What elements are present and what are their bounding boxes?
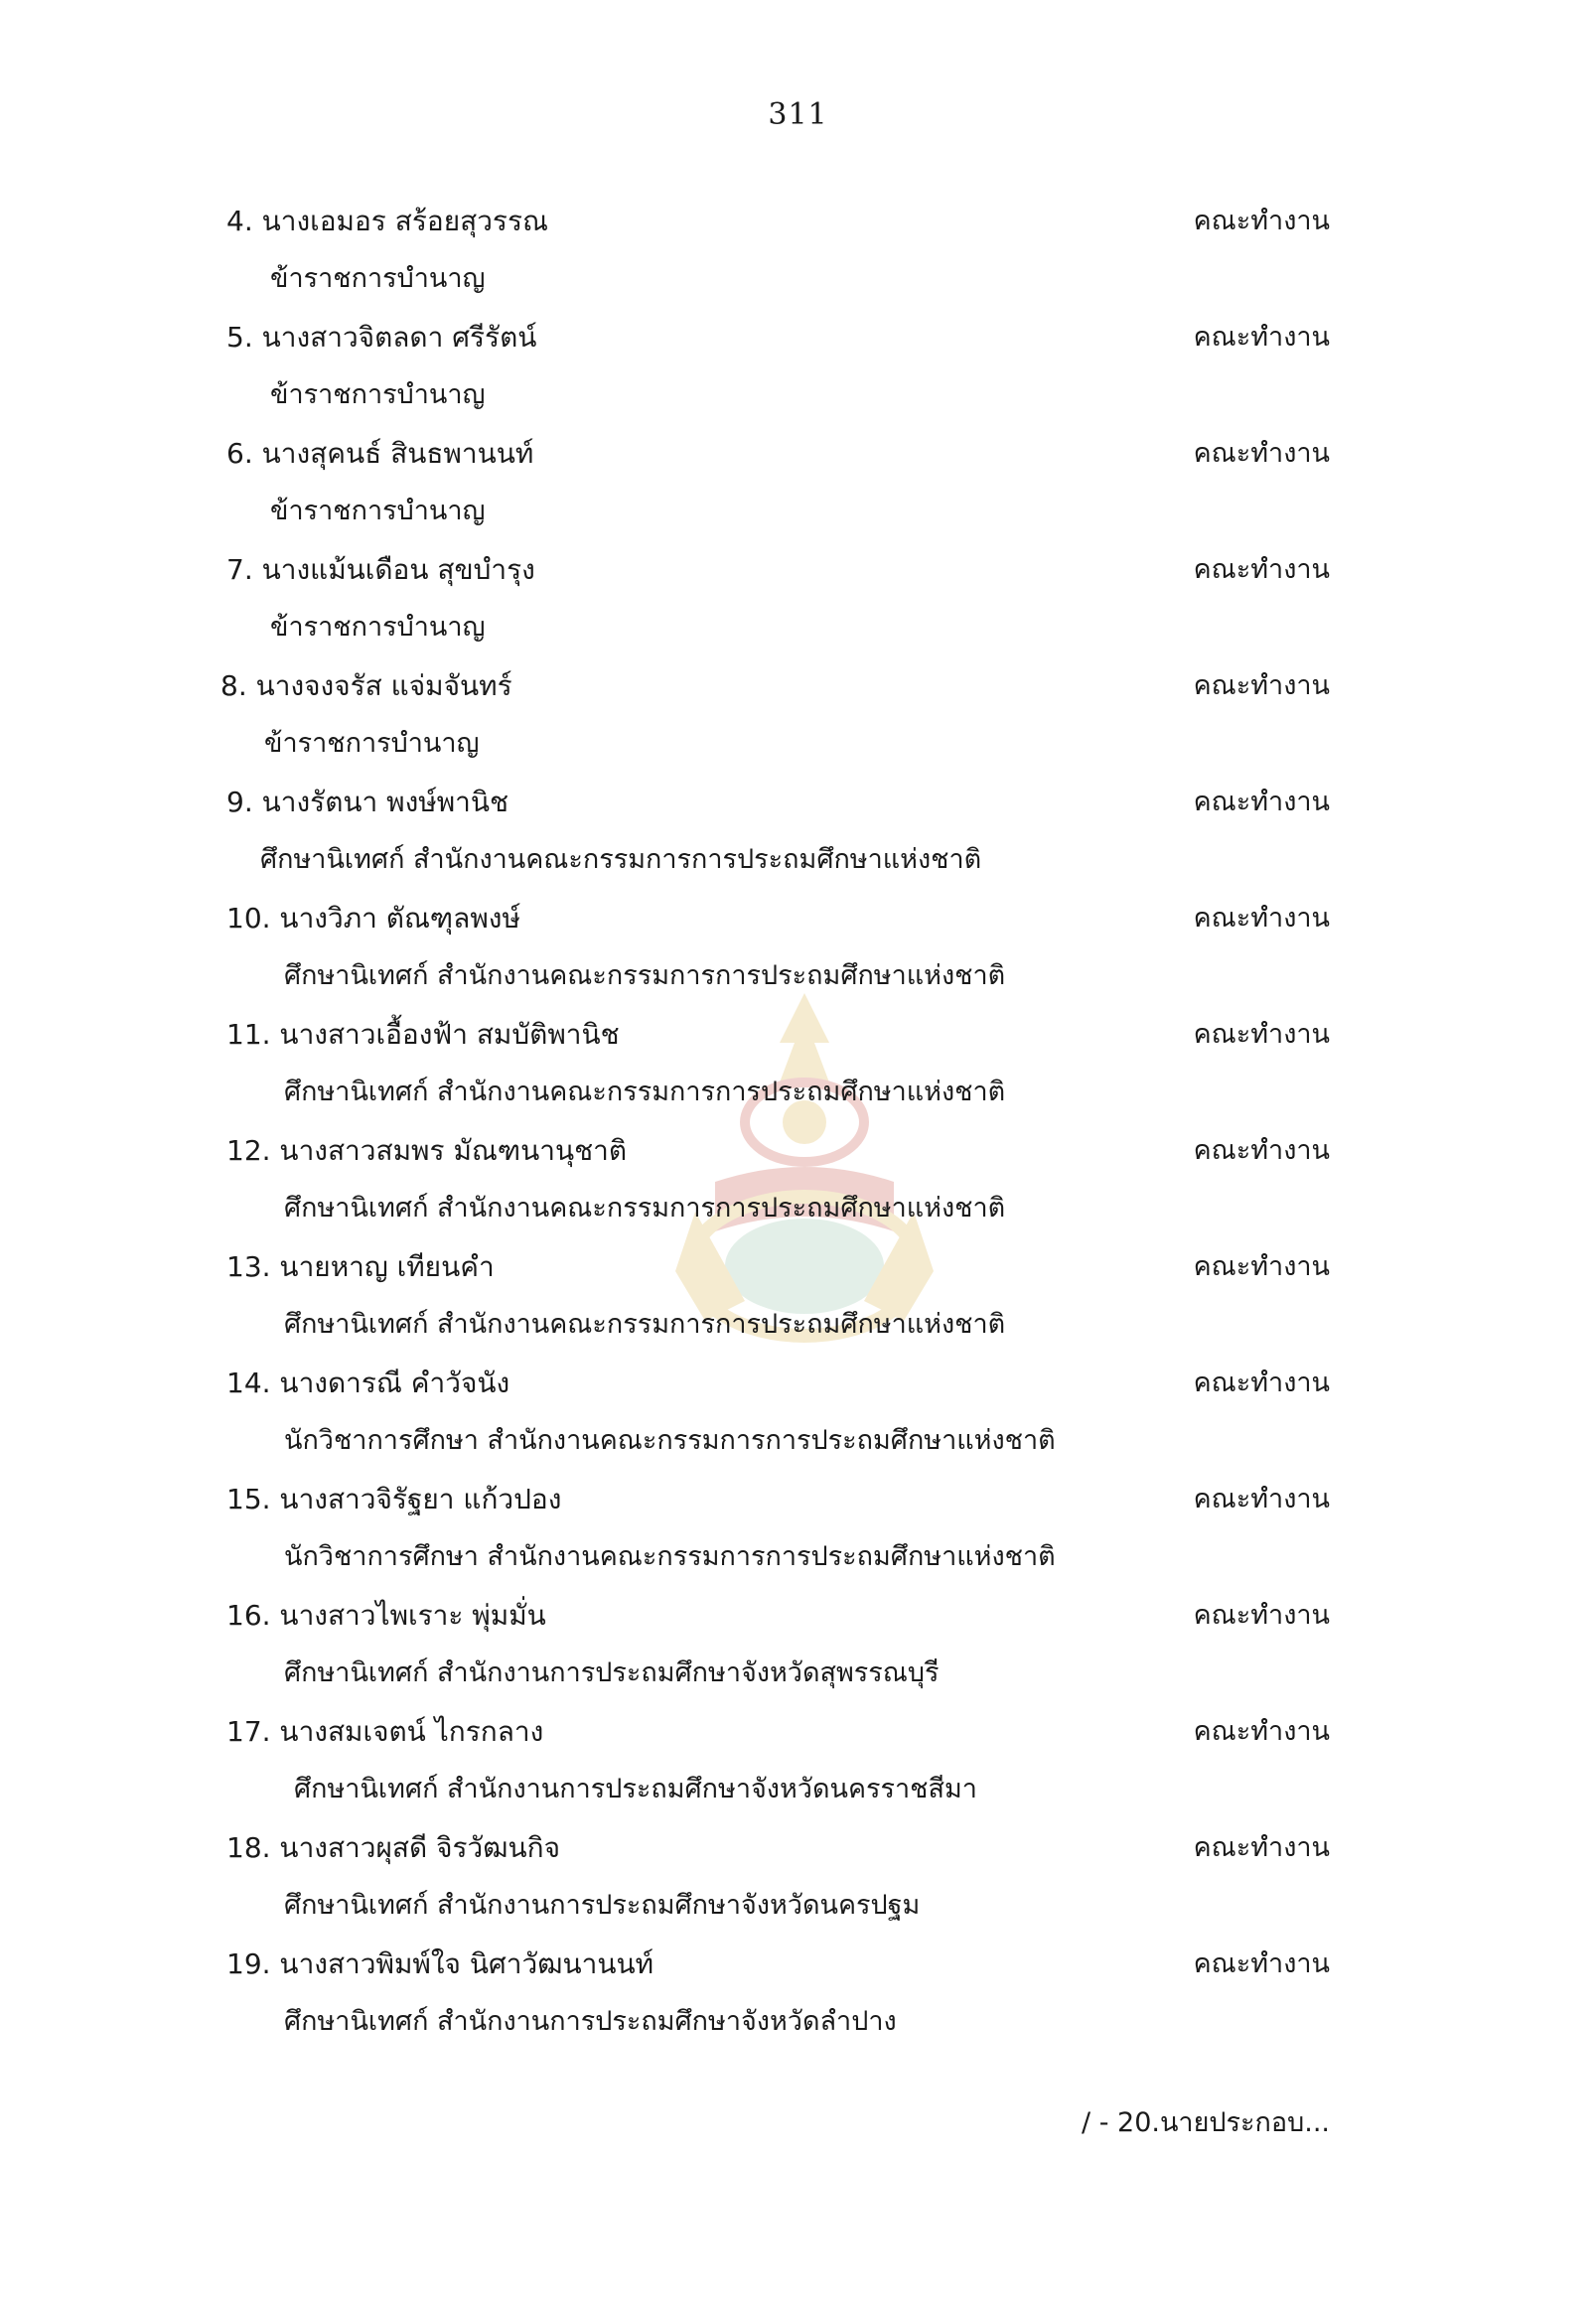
member-role: คณะทำงาน	[1193, 554, 1330, 585]
member-role: คณะทำงาน	[1193, 1716, 1330, 1747]
list-item	[0, 434, 1596, 550]
member-position: ข้าราชการบำนาญ	[270, 263, 486, 294]
member-name: 7. นางแม้นเดือน สุขบำรุง	[226, 553, 535, 586]
member-name: 13. นายหาญ เทียนคำ	[226, 1250, 495, 1283]
member-name: 19. นางสาวพิมพ์ใจ นิศาวัฒนานนท์	[226, 1947, 654, 1980]
member-position: ศึกษานิเทศก์ สำนักงานคณะกรรมการการประถมศึกษาแห่งชาติ	[284, 1193, 1006, 1223]
member-position: ข้าราชการบำนาญ	[270, 612, 486, 643]
list-item	[0, 318, 1596, 434]
member-position: ข้าราชการบำนาญ	[270, 496, 486, 526]
list-item	[0, 1480, 1596, 1596]
member-role: คณะทำงาน	[1193, 1484, 1330, 1514]
member-role: คณะทำงาน	[1193, 1367, 1330, 1398]
member-position: นักวิชาการศึกษา สำนักงานคณะกรรมการการประถมศึกษาแห่งชาติ	[284, 1425, 1056, 1456]
member-role: คณะทำงาน	[1193, 206, 1330, 236]
list-item	[0, 783, 1596, 899]
member-position: ศึกษานิเทศก์ สำนักงานคณะกรรมการการประถมศึกษาแห่งชาติ	[284, 960, 1006, 991]
member-role: คณะทำงาน	[1193, 322, 1330, 353]
member-position: ศึกษานิเทศก์ สำนักงานการประถมศึกษาจังหวัดสุพรรณบุรี	[284, 1657, 940, 1688]
member-role: คณะทำงาน	[1193, 1135, 1330, 1166]
list-item	[0, 1944, 1596, 2061]
list-item	[0, 1131, 1596, 1247]
member-position: ศึกษานิเทศก์ สำนักงานการประถมศึกษาจังหวัดลำปาง	[284, 2006, 897, 2037]
member-position: ศึกษานิเทศก์ สำนักงานคณะกรรมการการประถมศึกษาแห่งชาติ	[284, 1077, 1006, 1107]
member-role: คณะทำงาน	[1193, 1600, 1330, 1631]
member-role: คณะทำงาน	[1193, 903, 1330, 934]
member-name: 11. นางสาวเอื้องฟ้า สมบัติพานิช	[226, 1018, 620, 1051]
member-name: 5. นางสาวจิตลดา ศรีรัตน์	[226, 321, 537, 354]
member-role: คณะทำงาน	[1193, 1832, 1330, 1863]
list-item	[0, 899, 1596, 1015]
list-item	[0, 550, 1596, 666]
member-role: คณะทำงาน	[1193, 787, 1330, 817]
member-role: คณะทำงาน	[1193, 1019, 1330, 1050]
member-role: คณะทำงาน	[1193, 438, 1330, 469]
member-position: ข้าราชการบำนาญ	[270, 379, 486, 410]
member-name: 16. นางสาวไพเราะ พุ่มมั่น	[226, 1599, 546, 1632]
member-position: ศึกษานิเทศก์ สำนักงานการประถมศึกษาจังหวัดนครปฐม	[284, 1890, 921, 1921]
member-role: คณะทำงาน	[1193, 1948, 1330, 1979]
member-position: นักวิชาการศึกษา สำนักงานคณะกรรมการการประถมศึกษาแห่งชาติ	[284, 1541, 1056, 1572]
member-name: 9. นางรัตนา พงษ์พานิช	[226, 786, 509, 818]
list-item	[0, 1712, 1596, 1828]
list-item	[0, 1247, 1596, 1364]
member-position: ศึกษานิเทศก์ สำนักงานการประถมศึกษาจังหวัดนครราชสีมา	[294, 1774, 977, 1804]
continuation-note: / - 20.นายประกอบ...	[1082, 2107, 1330, 2138]
member-name: 17. นางสมเจตน์ ไกรกลาง	[226, 1715, 544, 1748]
member-name: 4. นางเอมอร สร้อยสุวรรณ	[226, 205, 548, 237]
list-item	[0, 1015, 1596, 1131]
list-item	[0, 1364, 1596, 1480]
member-role: คณะทำงาน	[1193, 670, 1330, 701]
member-name: 18. นางสาวผุสดี จิรวัฒนกิจ	[226, 1831, 561, 1864]
member-name: 8. นางจงจรัส แจ่มจันทร์	[220, 669, 512, 702]
member-name: 6. นางสุคนธ์ สินธพานนท์	[226, 437, 534, 470]
member-position: ข้าราชการบำนาญ	[264, 728, 480, 759]
member-name: 14. นางดารณี คำวัจนัง	[226, 1367, 510, 1399]
member-name: 15. นางสาวจิรัฐยา แก้วปอง	[226, 1483, 562, 1515]
member-role: คณะทำงาน	[1193, 1251, 1330, 1282]
list-item	[0, 1828, 1596, 1944]
list-item	[0, 202, 1596, 318]
member-position: ศึกษานิเทศก์ สำนักงานคณะกรรมการการประถมศึกษาแห่งชาติ	[284, 1309, 1006, 1340]
list-item	[0, 1596, 1596, 1712]
page-number: 311	[768, 97, 828, 132]
member-position: ศึกษานิเทศก์ สำนักงานคณะกรรมการการประถมศึกษาแห่งชาติ	[260, 844, 982, 875]
member-name: 12. นางสาวสมพร มัณฑนานุชาติ	[226, 1134, 628, 1167]
member-name: 10. นางวิภา ตัณฑุลพงษ์	[226, 902, 520, 935]
list-item	[0, 666, 1596, 783]
